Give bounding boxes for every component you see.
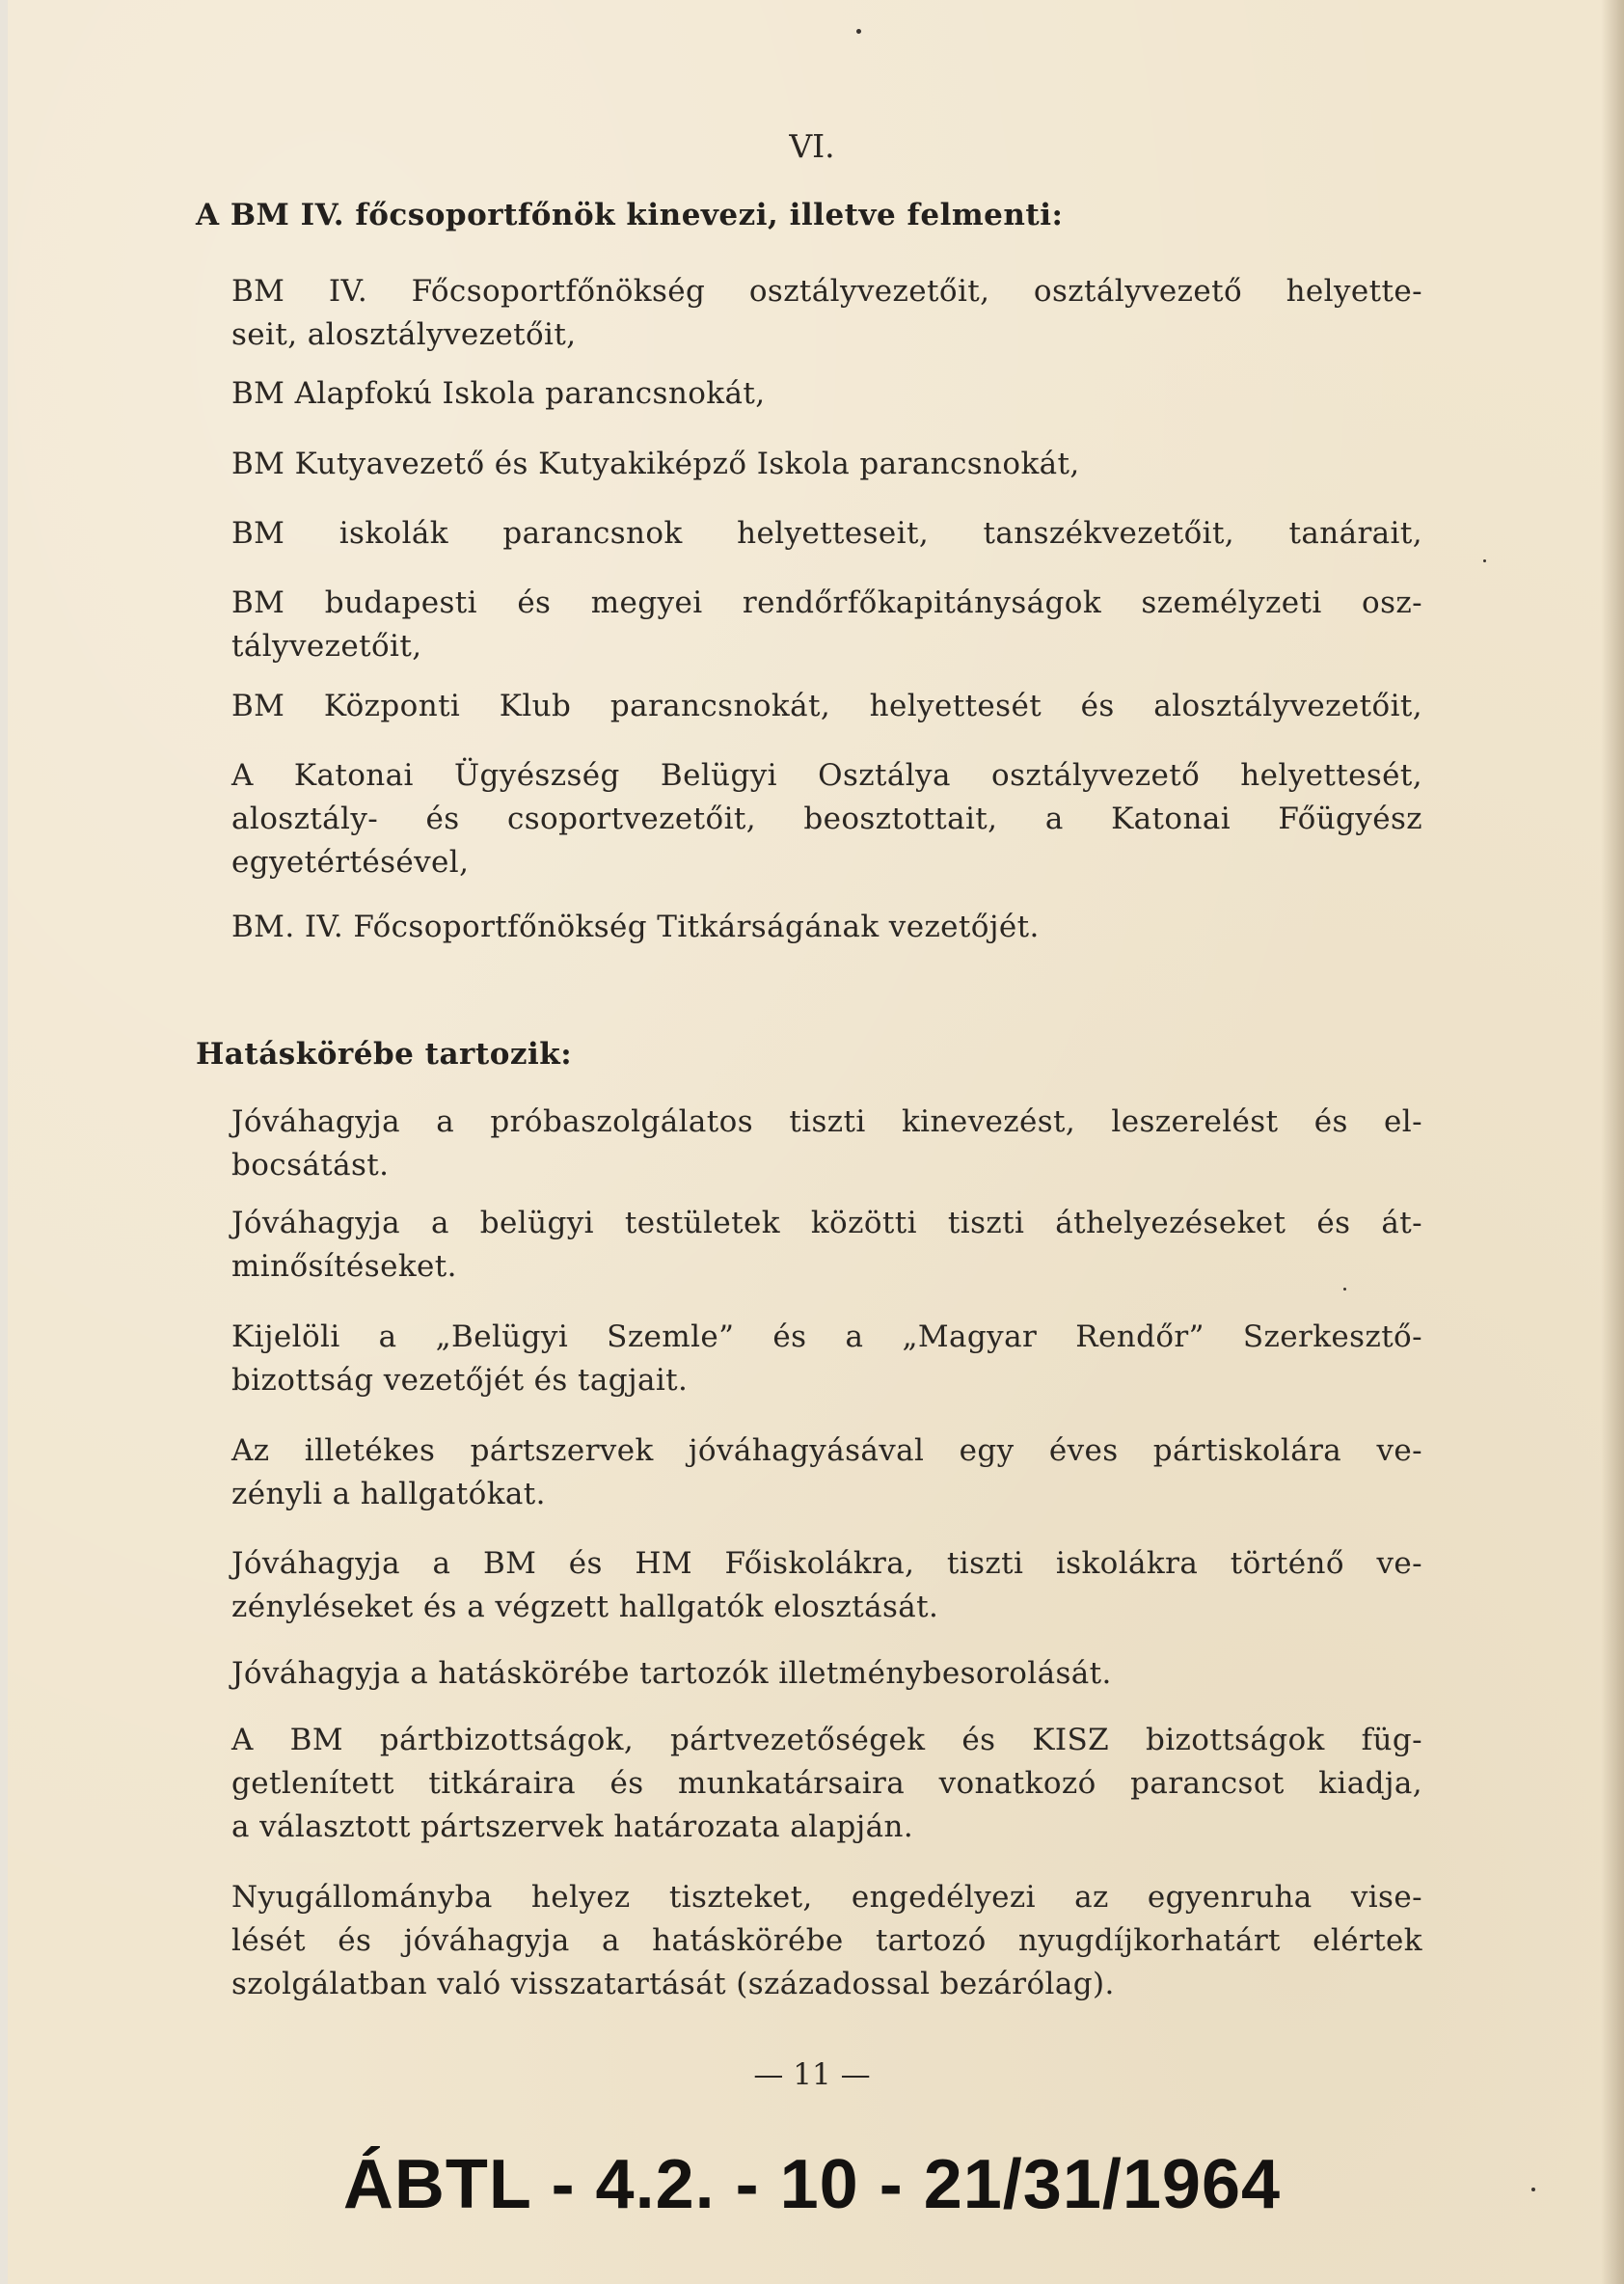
text-line: alosztály- és csoportvezetőit, beosztottait, a Katonai Főügyész bbox=[231, 802, 1422, 836]
text-line: zényli a hallgatókat. bbox=[231, 1477, 546, 1511]
text-line: BM IV. Főcsoportfőnökség osztályvezetőit, osztályvezető helyette- bbox=[231, 274, 1422, 309]
text-line: tályvezetőit, bbox=[231, 629, 422, 664]
text-line: Jóváhagyja a BM és HM Főiskolákra, tiszti iskolákra történő ve- bbox=[231, 1546, 1422, 1581]
competence-item bbox=[231, 1719, 1422, 1849]
appointee-item bbox=[231, 443, 1422, 486]
competence-item bbox=[231, 1429, 1422, 1516]
appointee-item bbox=[231, 906, 1422, 949]
text-line: BM iskolák parancsnok helyetteseit, tanszékvezetőit, tanárait, bbox=[231, 516, 1422, 551]
text-line: Nyugállományba helyez tiszteket, engedélyezi az egyenruha vise- bbox=[231, 1880, 1422, 1915]
archive-reference-stamp: ÁBTL - 4.2. - 10 - 21/31/1964 bbox=[342, 2146, 1282, 2223]
text-line: bizottság vezetőjét és tagjait. bbox=[231, 1363, 689, 1398]
page-number: — 11 — bbox=[753, 2057, 871, 2092]
section-number: VI. bbox=[789, 127, 835, 165]
appointee-item bbox=[231, 270, 1422, 357]
text-line: szolgálatban való visszatartását (századossal bezárólag). bbox=[231, 1967, 1115, 2001]
text-line: seit, alosztályvezetőit, bbox=[231, 317, 577, 352]
appointment-heading: A BM IV. főcsoportfőnök kinevezi, illetve felmenti: bbox=[196, 198, 1064, 232]
appointee-item bbox=[231, 372, 1422, 416]
text-line: BM. IV. Főcsoportfőnökség Titkárságának vezetőjét. bbox=[231, 910, 1040, 944]
text-line: Jóváhagyja a belügyi testületek közötti tiszti áthelyezéseket és át- bbox=[231, 1206, 1422, 1240]
text-line: zényléseket és a végzett hallgatók elosztását. bbox=[231, 1590, 939, 1624]
competence-item bbox=[231, 1202, 1422, 1289]
text-line: egyetértésével, bbox=[231, 845, 470, 880]
competence-item bbox=[231, 1652, 1422, 1696]
competence-heading: Hatáskörébe tartozik: bbox=[196, 1037, 573, 1072]
text-line: Jóváhagyja a hatáskörébe tartozók illetménybesorolását. bbox=[231, 1656, 1112, 1691]
competence-item bbox=[231, 1542, 1422, 1629]
appointee-item bbox=[231, 754, 1422, 884]
text-line: BM Kutyavezető és Kutyakiképző Iskola parancsnokát, bbox=[231, 447, 1080, 481]
text-line: bocsátást. bbox=[231, 1148, 390, 1183]
text-line: BM budapesti és megyei rendőrfőkapitányságok személyzeti osz- bbox=[231, 585, 1422, 620]
text-line: BM Alapfokú Iskola parancsnokát, bbox=[231, 376, 766, 411]
text-line: a választott pártszervek határozata alapján. bbox=[231, 1809, 914, 1844]
appointee-item bbox=[231, 685, 1422, 728]
page-edge-shadow bbox=[1601, 0, 1624, 2284]
paper-speck bbox=[856, 29, 861, 34]
competence-item bbox=[231, 1316, 1422, 1402]
appointee-item bbox=[231, 512, 1422, 556]
text-line: Az illetékes pártszervek jóváhagyásával egy éves pártiskolára ve- bbox=[231, 1433, 1422, 1468]
competence-item bbox=[231, 1876, 1422, 2006]
competence-item bbox=[231, 1101, 1422, 1187]
text-line: A Katonai Ügyészség Belügyi Osztálya osztályvezető helyettesét, bbox=[231, 758, 1422, 793]
appointee-item bbox=[231, 582, 1422, 668]
scan-margin bbox=[0, 0, 8, 2284]
text-line: getlenített titkáraira és munkatársaira vonatkozó parancsot kiadja, bbox=[231, 1766, 1422, 1801]
text-line: minősítéseket. bbox=[231, 1249, 457, 1284]
text-line: lését és jóváhagyja a hatáskörébe tartozó nyugdíjkorhatárt elértek bbox=[231, 1923, 1422, 1958]
text-line: A BM pártbizottságok, pártvezetőségek és KISZ bizottságok füg- bbox=[231, 1723, 1422, 1757]
text-line: Kijelöli a „Belügyi Szemle” és a „Magyar Rendőr” Szerkesztő- bbox=[231, 1319, 1422, 1354]
paper-speck bbox=[1483, 559, 1486, 562]
text-line: BM Központi Klub parancsnokát, helyettesét és alosztályvezetőit, bbox=[231, 689, 1422, 723]
text-line: Jóváhagyja a próbaszolgálatos tiszti kinevezést, leszerelést és el- bbox=[231, 1104, 1422, 1139]
